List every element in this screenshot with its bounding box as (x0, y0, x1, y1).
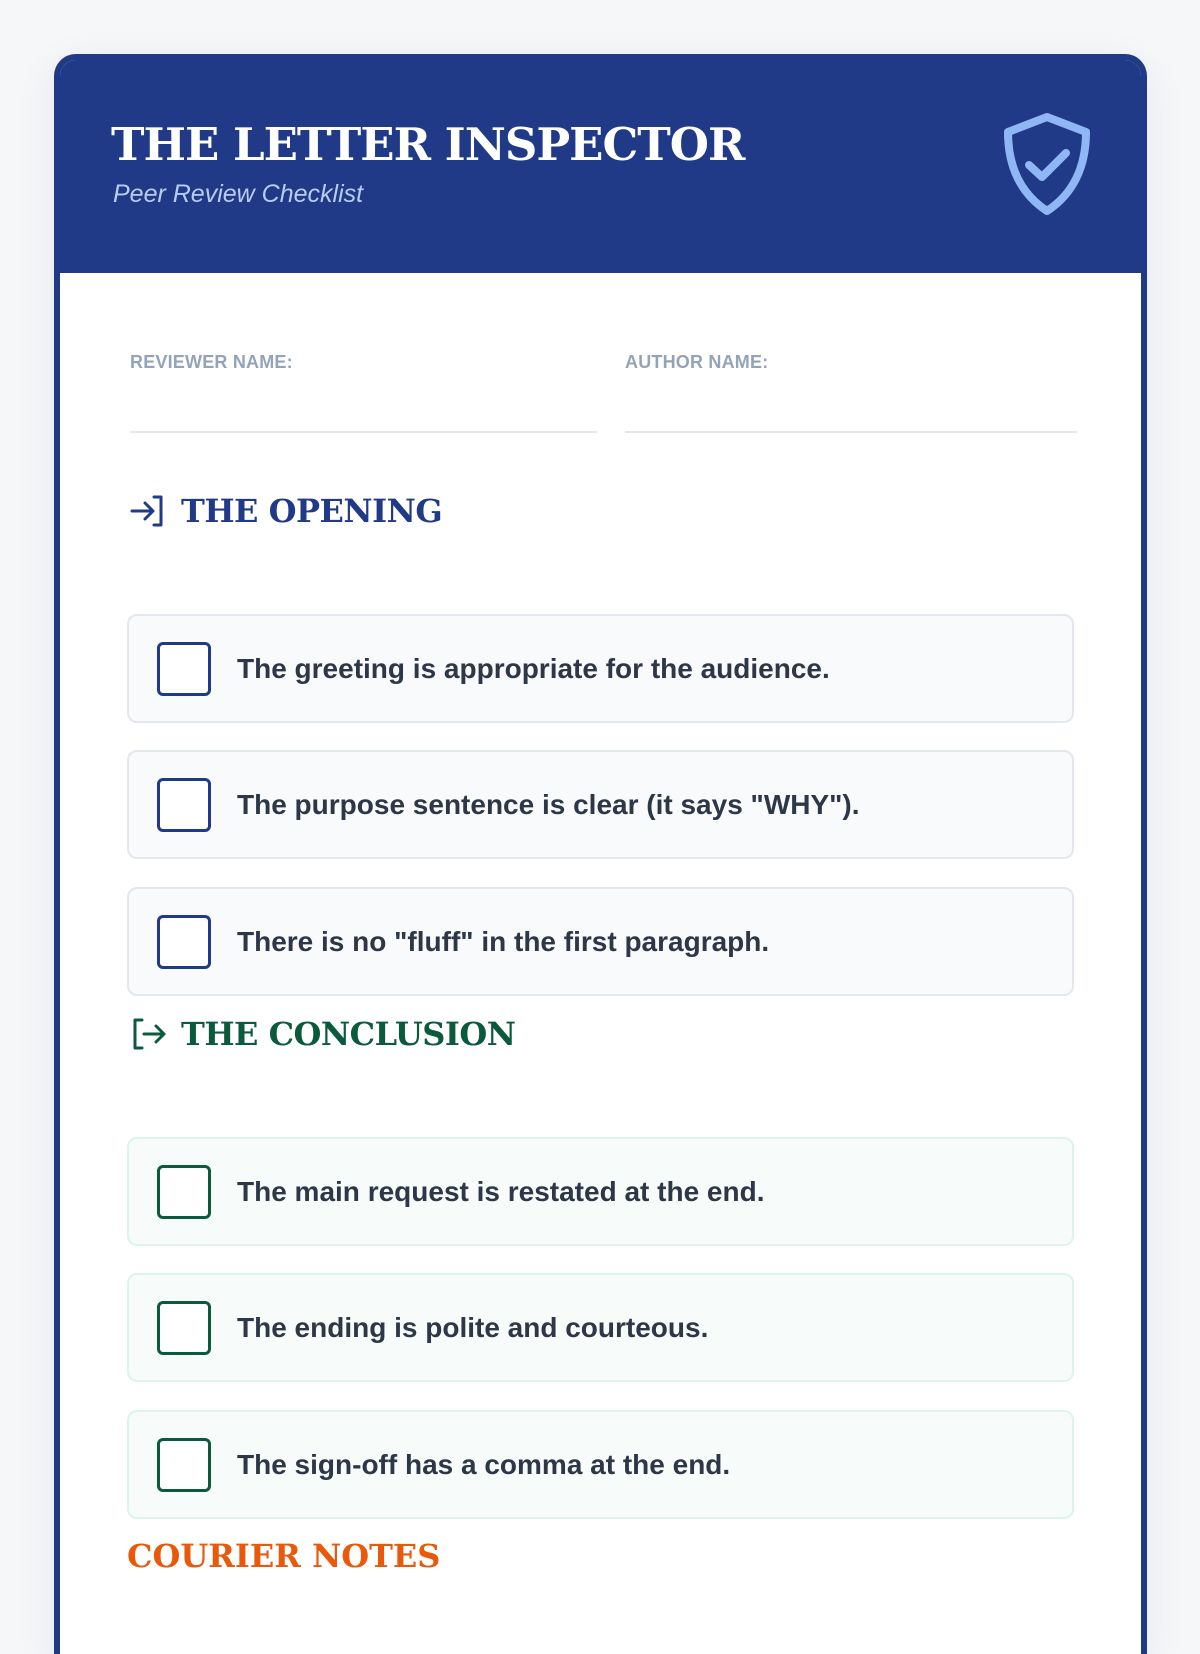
checklist-item-label: The main request is restated at the end. (237, 1175, 765, 1207)
checklist-card (54, 54, 1147, 1654)
shield-check-icon (1000, 112, 1094, 216)
page-title: THE LETTER INSPECTOR (111, 118, 745, 171)
courier-notes-title: COURIER NOTES (127, 1537, 441, 1575)
checklist-item[interactable] (127, 1273, 1074, 1382)
author-name-field[interactable] (625, 431, 1077, 433)
reviewer-name-label: REVIEWER NAME: (130, 352, 293, 372)
author-name-label: AUTHOR NAME: (625, 352, 769, 372)
checklist-item[interactable] (127, 750, 1074, 859)
checklist-item-label: The ending is polite and courteous. (237, 1311, 709, 1343)
checkbox[interactable] (157, 778, 211, 832)
log-in-arrow-icon (128, 491, 168, 531)
checkbox[interactable] (157, 1165, 211, 1219)
checklist-item[interactable] (127, 887, 1074, 996)
section-conclusion-title: THE CONCLUSION (181, 1015, 516, 1053)
header (60, 60, 1141, 273)
checklist-item-label: The purpose sentence is clear (it says "WHY"). (237, 788, 860, 820)
page-subtitle: Peer Review Checklist (113, 180, 364, 208)
checklist-item[interactable] (127, 1410, 1074, 1519)
checklist-item-label: There is no "fluff" in the first paragraph. (237, 925, 770, 957)
checklist-item[interactable] (127, 1137, 1074, 1246)
section-opening-title: THE OPENING (181, 492, 443, 530)
log-out-arrow-icon (128, 1014, 168, 1054)
checkbox[interactable] (157, 915, 211, 969)
section-conclusion-header (128, 1012, 516, 1056)
checklist-item[interactable] (127, 614, 1074, 723)
checklist-item-label: The greeting is appropriate for the audience. (237, 652, 830, 684)
checkbox[interactable] (157, 1438, 211, 1492)
checklist-item-label: The sign-off has a comma at the end. (237, 1448, 731, 1480)
checkbox[interactable] (157, 1301, 211, 1355)
reviewer-name-field[interactable] (130, 431, 597, 433)
checkbox[interactable] (157, 642, 211, 696)
section-opening-header (128, 489, 442, 533)
